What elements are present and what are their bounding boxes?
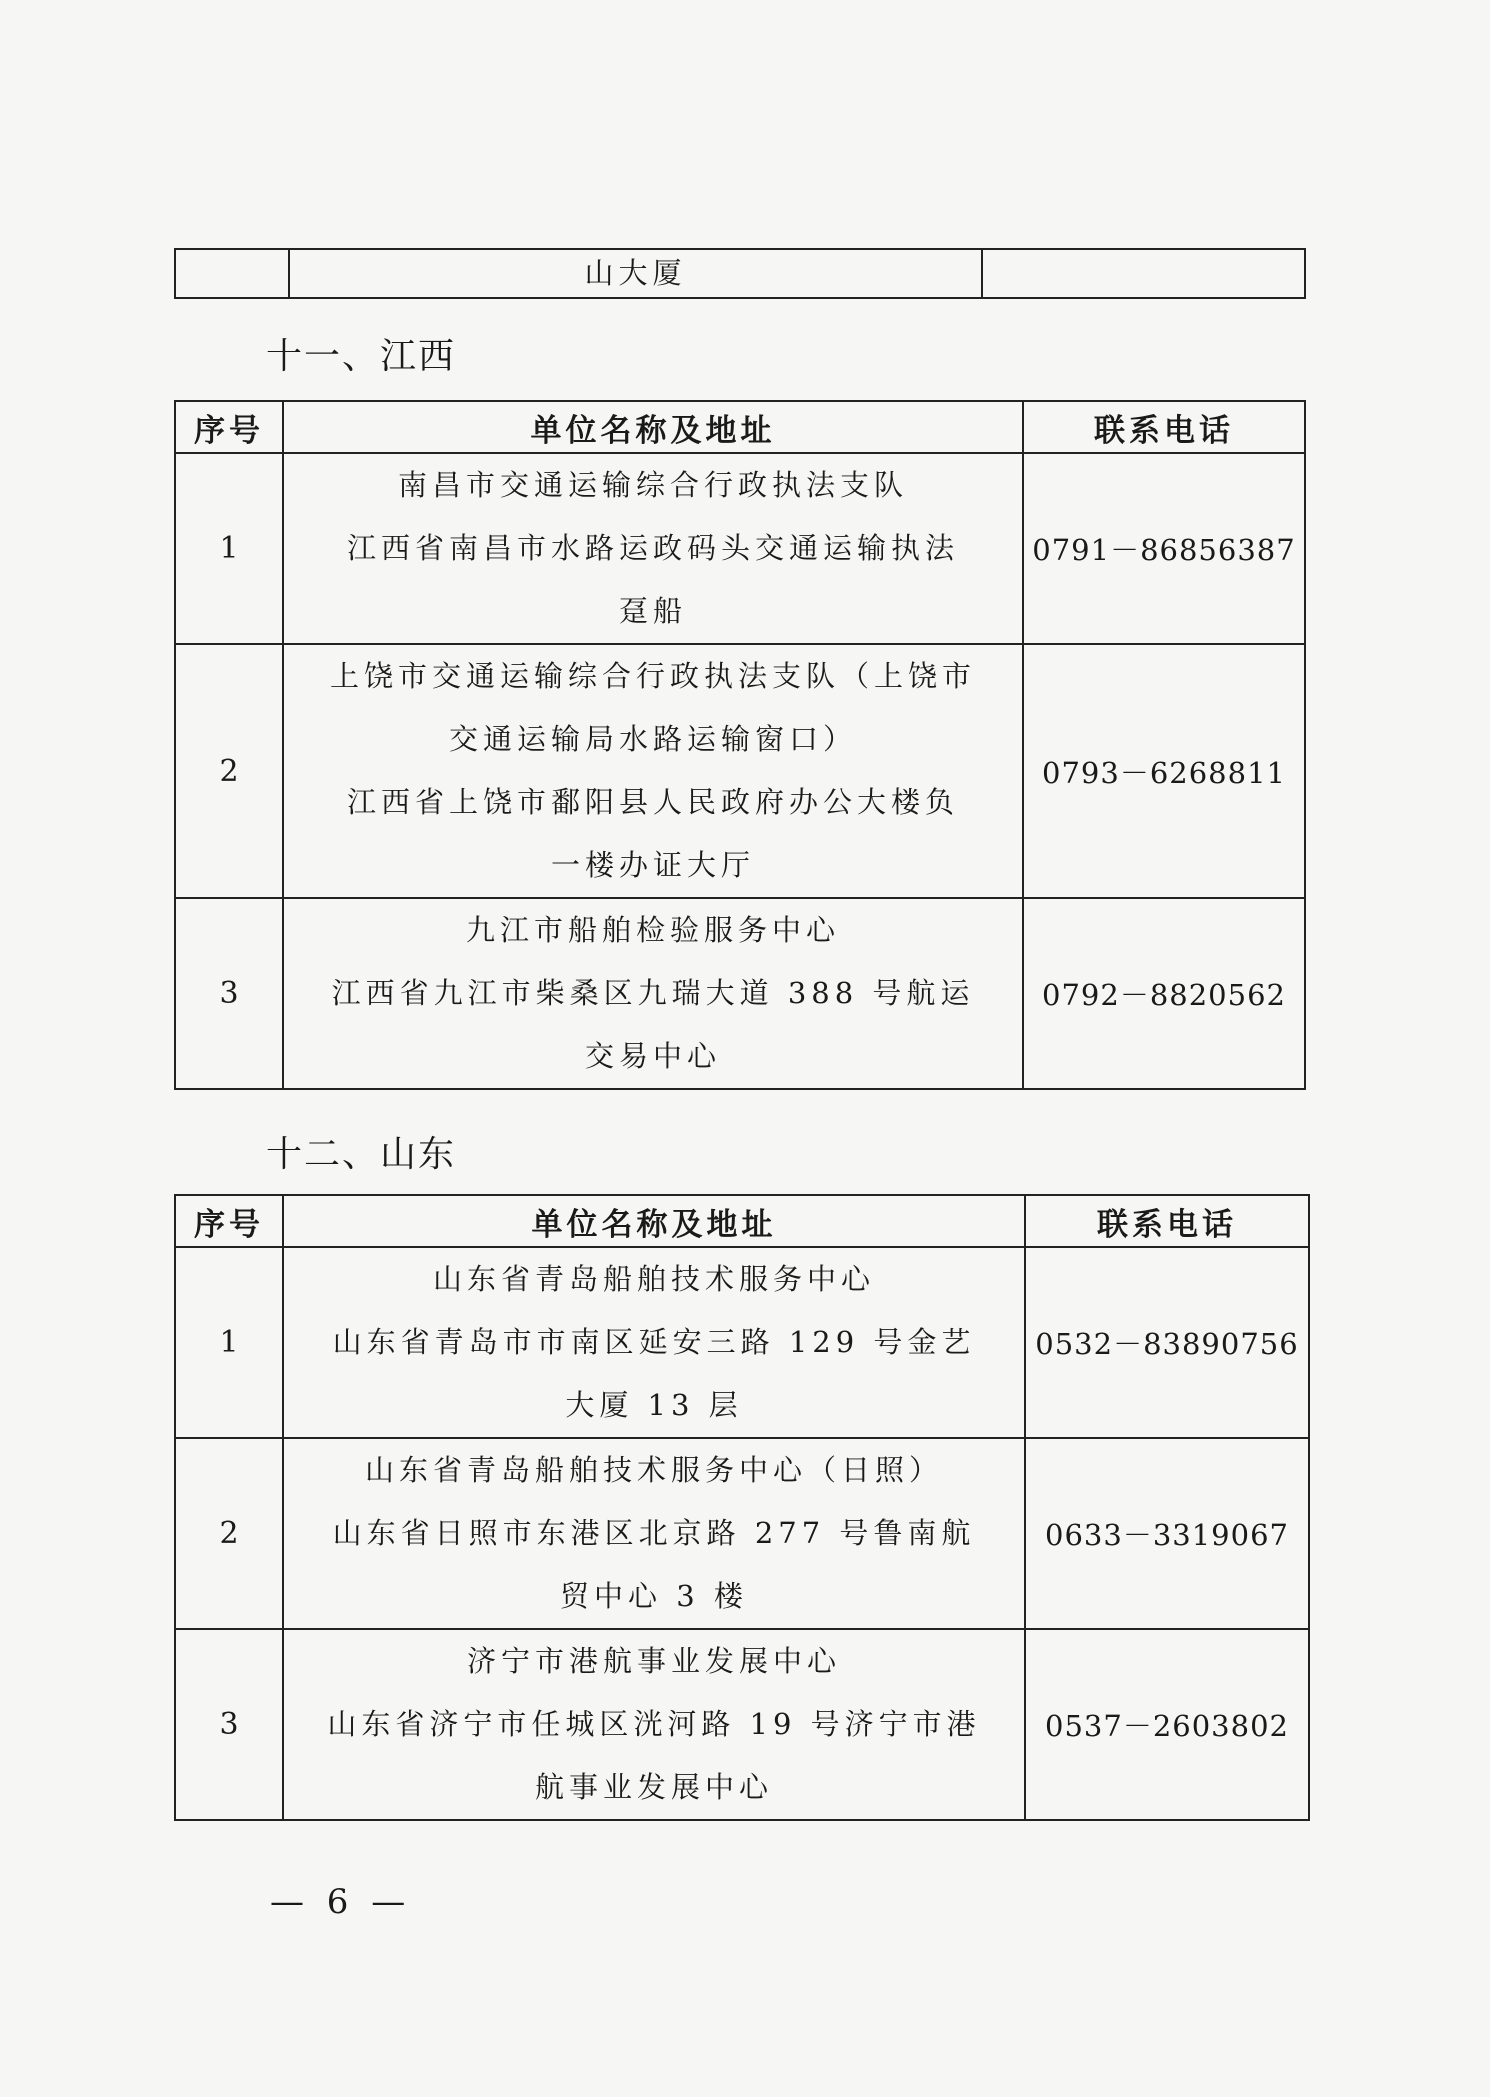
phone-cell: 0633－3319067: [1025, 1438, 1309, 1629]
header-index: 序号: [175, 401, 283, 453]
name-cell: [283, 644, 1023, 898]
phone-cell: 0537－2603802: [1025, 1629, 1309, 1820]
table-row: [175, 249, 1305, 298]
phone-cell: [982, 249, 1305, 298]
name-cell: [283, 453, 1023, 644]
unit-address: 江西省南昌市水路运政码头交通运输执法: [346, 531, 959, 565]
page-number: — 6 —: [270, 1882, 412, 1922]
unit-address: 江西省九江市柴桑区九瑞大道 388 号航运: [331, 976, 975, 1010]
unit-name: 山东省青岛船舶技术服务中心（日照）: [364, 1453, 943, 1487]
unit-address: 贸中心 3 楼: [560, 1579, 748, 1613]
header-index: 序号: [175, 1195, 283, 1247]
section-heading-shandong: 十二、山东: [266, 1134, 457, 1175]
unit-address: 交易中心: [584, 1039, 721, 1073]
header-phone: 联系电话: [1025, 1195, 1309, 1247]
section-heading-jiangxi: 十一、江西: [266, 336, 457, 377]
index-cell: 2: [175, 644, 283, 898]
jiangxi-table: [174, 400, 1306, 1090]
unit-address: 航事业发展中心: [534, 1770, 773, 1804]
unit-name: 九江市船舶检验服务中心: [465, 913, 840, 947]
unit-name: 上饶市交通运输综合行政执法支队（上饶市: [329, 659, 976, 693]
table-row: [175, 453, 1305, 644]
unit-name: 交通运输局水路运输窗口）: [448, 722, 857, 756]
name-cell: [283, 1438, 1025, 1629]
index-cell: 2: [175, 1438, 283, 1629]
table-row: [175, 1438, 1309, 1629]
table-row: [175, 1629, 1309, 1820]
shandong-table: [174, 1194, 1310, 1821]
unit-address: 大厦 13 层: [565, 1388, 743, 1422]
unit-name: 济宁市港航事业发展中心: [466, 1644, 841, 1678]
unit-address: 趸船: [618, 594, 687, 628]
unit-name: 山东省青岛船舶技术服务中心: [432, 1262, 875, 1296]
name-cell: [283, 898, 1023, 1089]
index-cell: [175, 249, 289, 298]
table-header-row: [175, 401, 1305, 453]
phone-cell: 0532－83890756: [1025, 1247, 1309, 1438]
index-cell: 3: [175, 898, 283, 1089]
index-cell: 1: [175, 1247, 283, 1438]
phone-cell: 0793－6268811: [1023, 644, 1305, 898]
table-row: [175, 1247, 1309, 1438]
index-cell: 1: [175, 453, 283, 644]
unit-address: 山东省青岛市市南区延安三路 129 号金艺: [332, 1325, 976, 1359]
phone-cell: 0791－86856387: [1023, 453, 1305, 644]
name-cell: 山大厦: [289, 249, 982, 298]
phone-cell: 0792－8820562: [1023, 898, 1305, 1089]
unit-address: 一楼办证大厅: [550, 848, 755, 882]
unit-address: 江西省上饶市鄱阳县人民政府办公大楼负: [346, 785, 959, 819]
header-name: 单位名称及地址: [283, 1195, 1025, 1247]
continuation-table: [174, 248, 1306, 299]
unit-name: 南昌市交通运输综合行政执法支队: [397, 468, 908, 502]
name-cell: [283, 1247, 1025, 1438]
table-row: [175, 644, 1305, 898]
unit-address: 山东省日照市东港区北京路 277 号鲁南航: [332, 1516, 976, 1550]
name-cell: [283, 1629, 1025, 1820]
index-cell: 3: [175, 1629, 283, 1820]
unit-address: 山东省济宁市任城区洸河路 19 号济宁市港: [327, 1707, 981, 1741]
table-row: [175, 898, 1305, 1089]
header-name: 单位名称及地址: [283, 401, 1023, 453]
header-phone: 联系电话: [1023, 401, 1305, 453]
table-header-row: [175, 1195, 1309, 1247]
